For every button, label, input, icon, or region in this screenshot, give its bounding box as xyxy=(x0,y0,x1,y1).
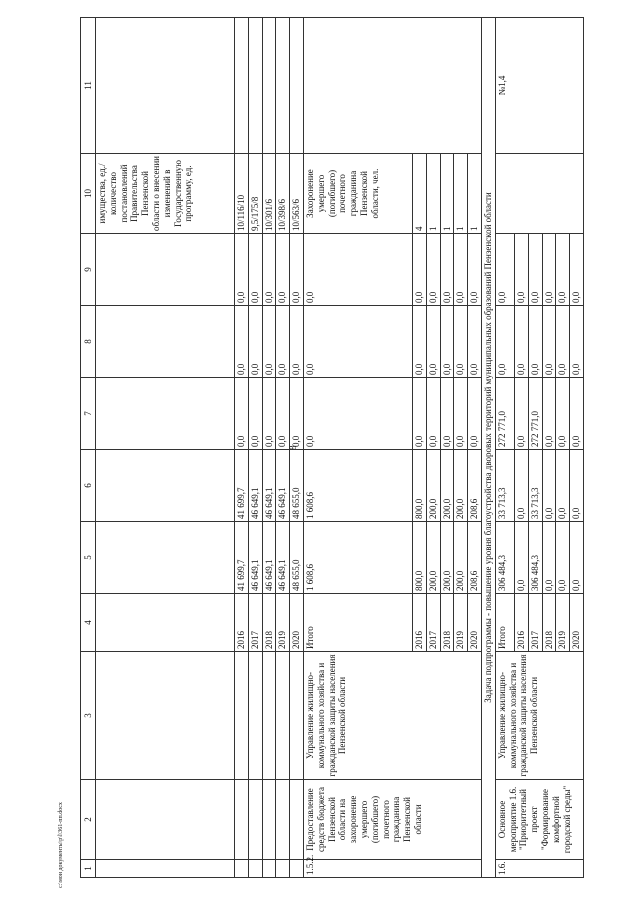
value-c6: 41 699,7 xyxy=(235,450,249,522)
year-cell: 2017 xyxy=(528,594,542,652)
block-a-c11 xyxy=(235,18,249,154)
value-c7: 0,0 xyxy=(235,378,249,450)
block-152-executor: Управление жилищно-коммунального хозяйства и гражданской защиты населения Пензенской области xyxy=(304,652,482,780)
block-a-c1 xyxy=(276,860,290,878)
value-c6: 200,0 xyxy=(426,450,440,522)
year-cell: 2018 xyxy=(262,594,276,652)
value-c5: 200,0 xyxy=(440,522,454,594)
section-title: Задача подпрограммы - повышение уровня благоустройства дворовых территорий муниципальных образований Пензенской области xyxy=(482,18,496,878)
block-16-total-c5: 306 484,3 xyxy=(495,522,514,594)
block-16-ref: №1,4 xyxy=(495,18,583,154)
value-c5: 208,6 xyxy=(468,522,482,594)
block-a-c1 xyxy=(290,860,304,878)
value-c6: 0,0 xyxy=(542,450,556,522)
block-152-total-c9: 0,0 xyxy=(304,234,413,306)
value-c7: 0,0 xyxy=(413,378,427,450)
block-a-header-row xyxy=(96,18,235,878)
block-16-executor: Управление жилищно-коммунального хозяйства и гражданской защиты населения Пензенской области xyxy=(495,652,583,780)
block-152-total-label: Итого xyxy=(304,594,413,652)
value-c5: 46 649,1 xyxy=(276,522,290,594)
block-152-num: 1.5.2. xyxy=(304,860,482,878)
value-c5: 41 699,7 xyxy=(235,522,249,594)
col-num-3: 3 xyxy=(81,652,96,780)
indicator-value: 1 xyxy=(454,154,468,234)
value-c9: 0,0 xyxy=(454,234,468,306)
indicator-value: 1 xyxy=(426,154,440,234)
block-16-total-label: Итого xyxy=(495,594,514,652)
block-a-c1 xyxy=(235,860,249,878)
block-a-row xyxy=(262,18,276,878)
value-c5: 46 649,1 xyxy=(248,522,262,594)
value-c7: 0,0 xyxy=(426,378,440,450)
value-c6: 0,0 xyxy=(515,450,529,522)
block-a-c2 xyxy=(248,780,262,860)
value-c9: 0,0 xyxy=(542,234,556,306)
value-c9: 0,0 xyxy=(235,234,249,306)
col-num-7: 7 xyxy=(81,378,96,450)
col-num-10: 10 xyxy=(81,154,96,234)
block-16-total-c9: 0,0 xyxy=(495,234,514,306)
value-c8: 0,0 xyxy=(440,306,454,378)
value-c8: 0,0 xyxy=(290,306,304,378)
value-c8: 0,0 xyxy=(262,306,276,378)
year-cell: 2017 xyxy=(426,594,440,652)
col-num-4: 4 xyxy=(81,594,96,652)
value-c7: 0,0 xyxy=(570,378,584,450)
block-a-row xyxy=(290,18,304,878)
block-a-c3 xyxy=(276,652,290,780)
value-c7: 0,0 xyxy=(556,378,570,450)
value-c7: 0,0 xyxy=(290,378,304,450)
block-16-total-row xyxy=(495,18,514,878)
value-c5: 0,0 xyxy=(542,522,556,594)
block-16-total-c8: 0,0 xyxy=(495,306,514,378)
value-c7: 0,0 xyxy=(542,378,556,450)
year-cell: 2016 xyxy=(515,594,529,652)
block-152-total-c6: 1 608,6 xyxy=(304,450,413,522)
year-cell: 2020 xyxy=(468,594,482,652)
value-c7: 0,0 xyxy=(468,378,482,450)
value-c6: 0,0 xyxy=(556,450,570,522)
rotated-table-wrapper xyxy=(80,18,584,878)
year-cell: 2016 xyxy=(235,594,249,652)
indicator-value: 10/301/6 xyxy=(262,154,276,234)
value-c6: 48 655,0 xyxy=(290,450,304,522)
indicator-value: 10/116/10 xyxy=(235,154,249,234)
value-c9: 0,0 xyxy=(515,234,529,306)
year-cell: 2018 xyxy=(542,594,556,652)
block-152-total-c5: 1 608,6 xyxy=(304,522,413,594)
value-c9: 0,0 xyxy=(276,234,290,306)
block-a-c3 xyxy=(248,652,262,780)
year-cell: 2016 xyxy=(413,594,427,652)
value-c6: 200,0 xyxy=(454,450,468,522)
year-cell: 2020 xyxy=(570,594,584,652)
value-c9: 0,0 xyxy=(248,234,262,306)
value-c6: 46 649,1 xyxy=(262,450,276,522)
value-c9: 0,0 xyxy=(468,234,482,306)
footer-file-path: c:\мои документы\р\l\361-пп.docx xyxy=(58,802,64,888)
value-c5: 0,0 xyxy=(515,522,529,594)
value-c8: 0,0 xyxy=(468,306,482,378)
indicator-value: 9,5/175/8 xyxy=(248,154,262,234)
value-c7: 272 771,0 xyxy=(528,378,542,450)
value-c8: 0,0 xyxy=(556,306,570,378)
value-c5: 800,0 xyxy=(413,522,427,594)
value-c8: 0,0 xyxy=(454,306,468,378)
value-c7: 0,0 xyxy=(248,378,262,450)
year-cell: 2018 xyxy=(440,594,454,652)
value-c5: 306 484,3 xyxy=(528,522,542,594)
value-c8: 0,0 xyxy=(515,306,529,378)
table-body xyxy=(81,18,584,878)
value-c5: 0,0 xyxy=(556,522,570,594)
value-c6: 200,0 xyxy=(440,450,454,522)
block-152-total-c8: 0,0 xyxy=(304,306,413,378)
col-num-11: 11 xyxy=(81,18,96,154)
value-c8: 0,0 xyxy=(248,306,262,378)
value-c8: 0,0 xyxy=(235,306,249,378)
block-16-col10 xyxy=(495,154,583,234)
block-152-total-row xyxy=(304,18,413,878)
page-number: 8 xyxy=(288,445,298,450)
block-a-row xyxy=(248,18,262,878)
col-num-8: 8 xyxy=(81,306,96,378)
value-c9: 0,0 xyxy=(262,234,276,306)
value-c7: 0,0 xyxy=(440,378,454,450)
value-c9: 0,0 xyxy=(556,234,570,306)
block-a-c1 xyxy=(262,860,276,878)
block-16-total-c7: 272 771,0 xyxy=(495,378,514,450)
indicator-value: 10/563/6 xyxy=(290,154,304,234)
block-a-c3 xyxy=(290,652,304,780)
block-152-col11 xyxy=(304,18,482,154)
value-c6: 0,0 xyxy=(570,450,584,522)
block-a-c2 xyxy=(235,780,249,860)
block-a-c2 xyxy=(290,780,304,860)
value-c8: 0,0 xyxy=(426,306,440,378)
block-16-total-c6: 33 713,3 xyxy=(495,450,514,522)
block-a-c1 xyxy=(248,860,262,878)
block-16-num: 1.6. xyxy=(495,860,583,878)
block-a-c11 xyxy=(276,18,290,154)
block-a-c11 xyxy=(290,18,304,154)
column-number-row xyxy=(81,18,96,878)
indicator-value: 1 xyxy=(440,154,454,234)
value-c7: 0,0 xyxy=(276,378,290,450)
block-152-indicator: Захоронение умершего (погибшего) почетного гражданина Пензенской области, чел. xyxy=(304,154,413,234)
block-152-name: Предоставление средств бюджета Пензенской области на захоронение умершего (погибшего) почетного гражданина Пензенской области xyxy=(304,780,482,860)
block-16-name: Основное мероприятие 1.6. "Приоритетный проект "Формирование комфортной городской среды" xyxy=(495,780,583,860)
block-a-c2 xyxy=(276,780,290,860)
value-c5: 0,0 xyxy=(570,522,584,594)
year-cell: 2019 xyxy=(276,594,290,652)
value-c7: 0,0 xyxy=(454,378,468,450)
block-a-c11 xyxy=(262,18,276,154)
block-a-row xyxy=(276,18,290,878)
block-a-indicator: имущества, ед./ количество постановлений Правительства Пензенской области о внесении изменений в Государственную программу, ед. xyxy=(96,154,235,234)
year-cell: 2019 xyxy=(556,594,570,652)
value-c7: 0,0 xyxy=(262,378,276,450)
section-row xyxy=(482,18,496,878)
col-num-9: 9 xyxy=(81,234,96,306)
value-c9: 0,0 xyxy=(570,234,584,306)
indicator-value: 4 xyxy=(413,154,427,234)
value-c6: 46 649,1 xyxy=(248,450,262,522)
value-c8: 0,0 xyxy=(276,306,290,378)
value-c9: 0,0 xyxy=(440,234,454,306)
value-c8: 0,0 xyxy=(570,306,584,378)
value-c9: 0,0 xyxy=(413,234,427,306)
program-table xyxy=(80,17,584,878)
col-num-6: 6 xyxy=(81,450,96,522)
year-cell: 2020 xyxy=(290,594,304,652)
value-c9: 0,0 xyxy=(528,234,542,306)
value-c7: 0,0 xyxy=(515,378,529,450)
col-num-2: 2 xyxy=(81,780,96,860)
value-c5: 200,0 xyxy=(454,522,468,594)
value-c5: 46 649,1 xyxy=(262,522,276,594)
value-c8: 0,0 xyxy=(528,306,542,378)
block-a-row xyxy=(235,18,249,878)
block-a-c11 xyxy=(248,18,262,154)
year-cell: 2019 xyxy=(454,594,468,652)
value-c9: 0,0 xyxy=(290,234,304,306)
block-152-total-c7: 0,0 xyxy=(304,378,413,450)
block-a-c2 xyxy=(262,780,276,860)
indicator-value: 10/398/6 xyxy=(276,154,290,234)
value-c8: 0,0 xyxy=(413,306,427,378)
year-cell: 2017 xyxy=(248,594,262,652)
value-c6: 800,0 xyxy=(413,450,427,522)
value-c6: 208,6 xyxy=(468,450,482,522)
col-num-5: 5 xyxy=(81,522,96,594)
value-c9: 0,0 xyxy=(426,234,440,306)
value-c5: 48 655,0 xyxy=(290,522,304,594)
value-c8: 0,0 xyxy=(542,306,556,378)
value-c6: 46 649,1 xyxy=(276,450,290,522)
value-c6: 33 713,3 xyxy=(528,450,542,522)
block-a-c3 xyxy=(262,652,276,780)
col-num-1: 1 xyxy=(81,860,96,878)
block-a-c3 xyxy=(235,652,249,780)
indicator-value: 1 xyxy=(468,154,482,234)
value-c5: 200,0 xyxy=(426,522,440,594)
